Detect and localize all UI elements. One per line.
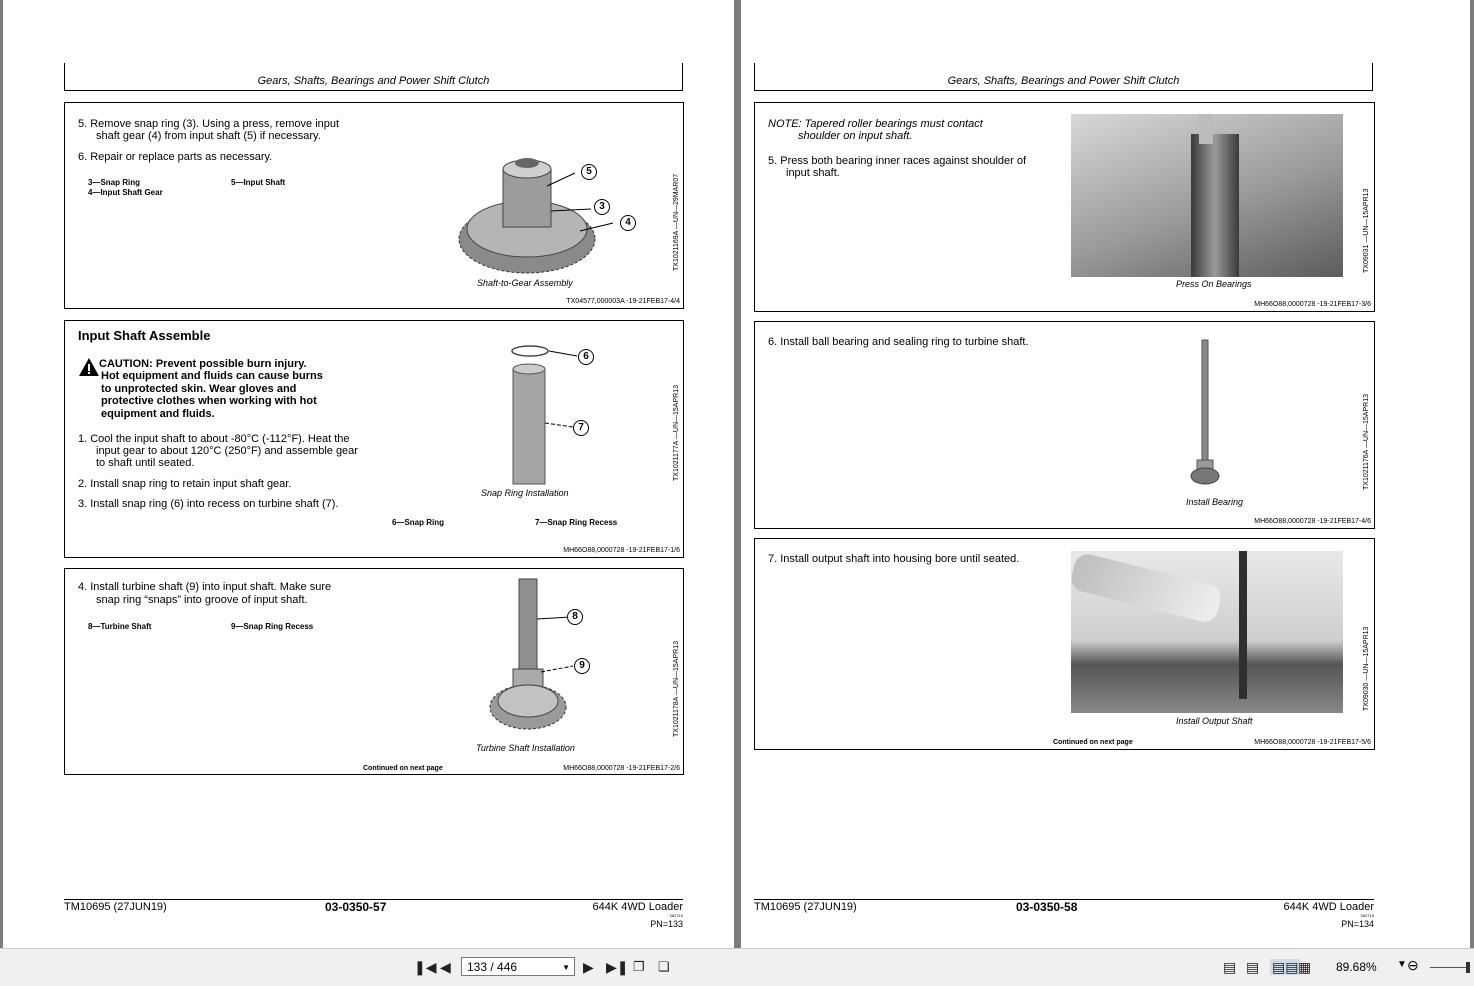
footer-tm: TM10695 (27JUN19) (754, 901, 857, 913)
legend-snap-ring: 3—Snap Ring (88, 178, 141, 187)
step-4-line1: 4. Install turbine shaft (9) into input shaft. Make sure (78, 581, 332, 593)
turbine-shaft-illustration (485, 577, 605, 737)
step-5-line2: input shaft. (786, 167, 840, 179)
reference-code: MH66O88,0000728 -19-21FEB17-5/6 (1254, 739, 1371, 746)
next-page-icon[interactable]: ▶ (583, 959, 594, 975)
reference-code: MH66O88,0000728 -19-21FEB17-2/6 (563, 765, 680, 772)
turbine-shaft-bearing-illustration (1185, 338, 1225, 490)
two-page-view-icon[interactable]: ▤▤ (1272, 959, 1299, 975)
press-bearings-photo (1071, 114, 1343, 277)
callout-9: 9 (574, 658, 590, 674)
page-number-value: 133 / 446 (467, 960, 518, 974)
legend-turbine-shaft: 8—Turbine Shaft (88, 622, 152, 631)
section-install-bearing (754, 321, 1375, 529)
figure-caption: Turbine Shaft Installation (476, 743, 575, 753)
zoom-dropdown-icon[interactable]: ▼ (1397, 959, 1407, 970)
callout-7: 7 (573, 420, 589, 436)
reference-code: MH66O88,0000728 -19-21FEB17-3/6 (1254, 301, 1371, 308)
shaft-gear-illustration (455, 151, 655, 276)
footer-machine: 644K 4WD Loader (592, 901, 683, 913)
step-1-line2: input gear to about 120°C (250°F) and assemble gear (96, 445, 358, 457)
warning-icon (78, 357, 100, 377)
section-shaft-to-gear (64, 102, 684, 309)
viewer-toolbar (0, 948, 1474, 986)
figure-caption: Shaft-to-Gear Assembly (477, 278, 573, 288)
paste-page-icon[interactable]: ❏ (658, 959, 670, 974)
legend-snap-ring-recess-9: 9—Snap Ring Recess (231, 622, 314, 631)
zoom-out-icon[interactable]: ⊖ (1407, 957, 1419, 973)
left-page (3, 0, 734, 948)
footer-machine: 644K 4WD Loader (1283, 901, 1374, 913)
page-number-input[interactable] (461, 957, 575, 976)
footer-small-date: 062719 (669, 913, 683, 918)
note-line1: NOTE: Tapered roller bearings must contact (768, 118, 983, 130)
continued-note: Continued on next page (363, 765, 443, 772)
chevron-down-icon[interactable]: ▼ (562, 963, 570, 972)
section-input-shaft-assemble (64, 320, 684, 558)
page-header-title: Gears, Shafts, Bearings and Power Shift Clutch (64, 63, 683, 91)
caution-line5: equipment and fluids. (101, 408, 215, 420)
step-2: 2. Install snap ring to retain input shaft gear. (78, 478, 292, 490)
last-page-icon[interactable]: ▶❚ (606, 959, 629, 975)
single-page-view-icon[interactable]: ▤ (1223, 959, 1237, 975)
step-4-line2: snap ring “snaps” into groove of input shaft. (96, 594, 308, 606)
legend-snap-ring-recess-7: 7—Snap Ring Recess (535, 518, 618, 527)
callout-4: 4 (620, 215, 636, 231)
first-page-icon[interactable]: ❚◀ (414, 959, 437, 975)
note-line2: shoulder on input shaft. (798, 130, 913, 142)
section-title: Input Shaft Assemble (78, 328, 211, 343)
callout-5: 5 (581, 164, 597, 180)
legend-input-shaft: 5—Input Shaft (231, 178, 286, 187)
footer-tm: TM10695 (27JUN19) (64, 901, 167, 913)
step-1-line3: to shaft until seated. (96, 457, 195, 469)
caution-line1: CAUTION: Prevent possible burn injury. (99, 358, 307, 370)
figure-caption: Install Bearing (1186, 497, 1244, 507)
caution-line3: to unprotected skin. Wear gloves and (101, 383, 297, 395)
footer-pn: PN=134 (1341, 919, 1374, 929)
caution-line4: protective clothes when working with hot (101, 395, 317, 407)
page-header-title: Gears, Shafts, Bearings and Power Shift Clutch (754, 63, 1373, 91)
figure-caption: Press On Bearings (1176, 279, 1252, 289)
step-6: 6. Install ball bearing and sealing ring to turbine shaft. (768, 336, 1029, 348)
section-press-on-bearings (754, 102, 1375, 312)
footer-small-date: 062719 (1360, 913, 1374, 918)
step-5-line1: 5. Remove snap ring (3). Using a press, remove input (78, 118, 340, 130)
step-6: 6. Repair or replace parts as necessary. (78, 151, 273, 163)
zoom-level[interactable]: 89.68% (1336, 960, 1377, 974)
reference-code: MH66O88,0000728 -19-21FEB17-1/6 (563, 547, 680, 554)
step-3: 3. Install snap ring (6) into recess on turbine shaft (7). (78, 498, 339, 510)
legend-snap-ring-6: 6—Snap Ring (392, 518, 445, 527)
reference-code: MH66O88,0000728 -19-21FEB17-4/6 (1254, 518, 1371, 525)
step-1-line1: 1. Cool the input shaft to about -80°C (-112°F). Heat the (78, 433, 350, 445)
two-page-continuous-icon[interactable]: ▦ (1298, 959, 1312, 975)
figure-side-code: TX09031 —UN—15APR13 (1363, 188, 1370, 273)
install-output-shaft-photo (1071, 551, 1343, 713)
zoom-slider[interactable] (1430, 967, 1470, 968)
step-7: 7. Install output shaft into housing bore until seated. (768, 553, 1020, 565)
callout-8: 8 (567, 609, 583, 625)
footer-page-code: 03-0350-58 (1016, 900, 1078, 914)
footer-pn: PN=133 (650, 919, 683, 929)
legend-input-shaft-gear: 4—Input Shaft Gear (88, 188, 163, 197)
section-install-output-shaft (754, 538, 1375, 750)
figure-side-code: TX1021169A —UN—29MAR07 (673, 173, 680, 271)
continued-note: Continued on next page (1053, 739, 1133, 746)
callout-6: 6 (578, 349, 594, 365)
reference-code: TX04577,000003A -19-21FEB17-4/4 (566, 298, 680, 305)
step-5-line2: shaft gear (4) from input shaft (5) if necessary. (96, 130, 321, 142)
previous-page-icon[interactable]: ◀ (440, 959, 451, 975)
caution-line2: Hot equipment and fluids can cause burns (101, 370, 323, 382)
figure-side-code: TX1021176A —UN—15APR13 (1363, 394, 1370, 490)
footer-page-code: 03-0350-57 (325, 900, 387, 914)
figure-caption: Install Output Shaft (1176, 716, 1253, 726)
figure-caption: Snap Ring Installation (481, 488, 569, 498)
step-5-line1: 5. Press both bearing inner races against shoulder of (768, 155, 1027, 167)
section-turbine-shaft (64, 568, 684, 775)
copy-page-icon[interactable]: ❐ (633, 959, 645, 974)
callout-3: 3 (594, 199, 610, 215)
zoom-slider-handle[interactable] (1466, 962, 1470, 973)
figure-side-code: TX09030 —UN—15APR13 (1363, 626, 1370, 711)
right-page (741, 0, 1470, 948)
continuous-view-icon[interactable]: ▤ (1246, 959, 1260, 975)
figure-side-code: TX1021178A —UN—15APR13 (673, 641, 680, 737)
figure-side-code: TX1021177A —UN—15APR13 (673, 385, 680, 481)
